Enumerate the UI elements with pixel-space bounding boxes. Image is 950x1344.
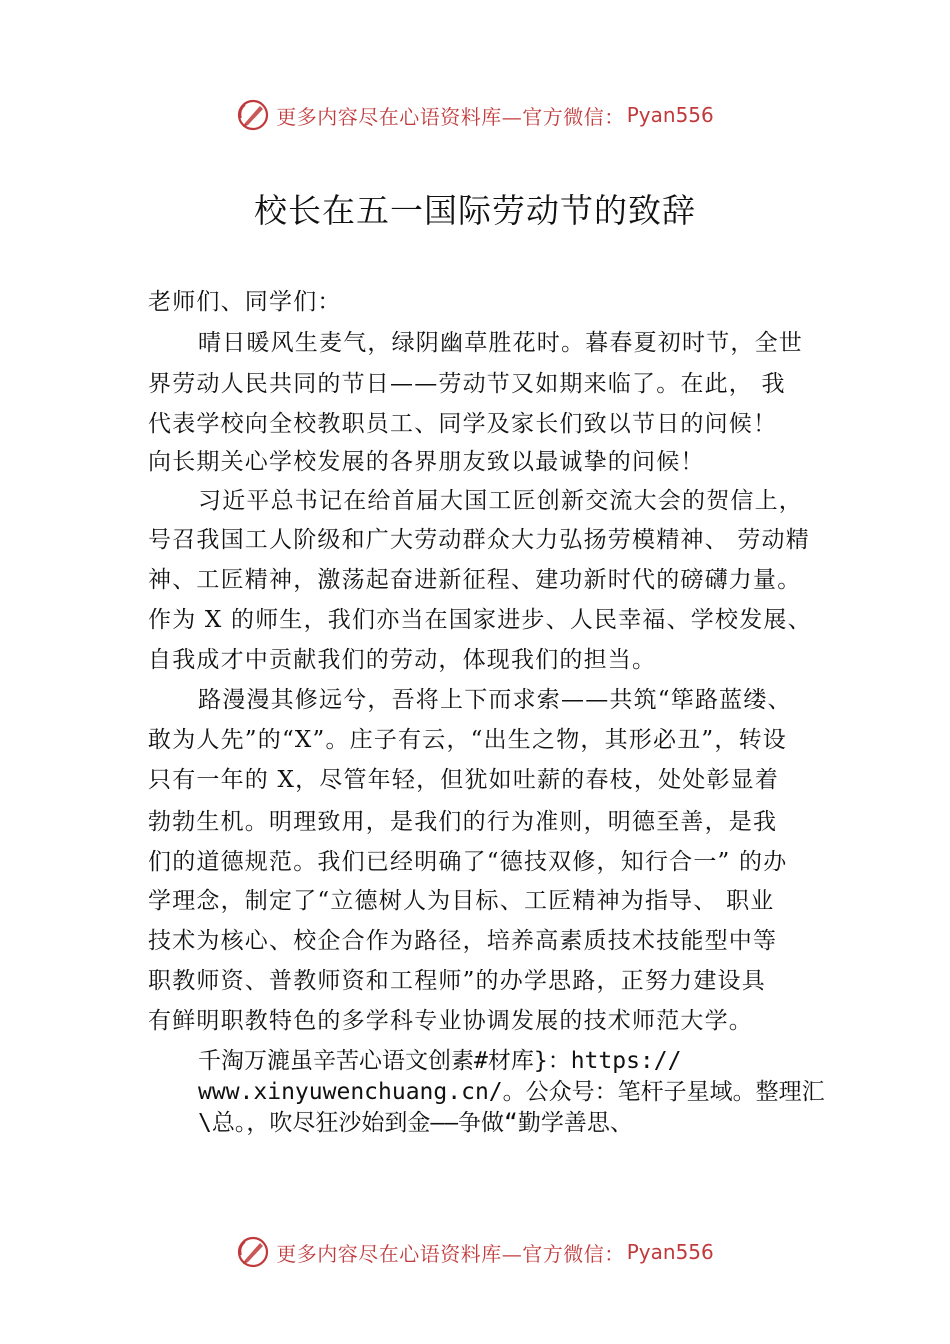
paragraph-line: 作为 X 的师生，我们亦当在国家进步、人民幸福、学校发展、 — [148, 607, 812, 633]
banner-text: 更多内容尽在心语资料库—官方微信： — [276, 104, 625, 129]
quill-pen-logo-icon — [236, 98, 270, 132]
paragraph-line: 代表学校向全校教职员工、同学及家长们致以节日的问候！ — [148, 411, 778, 437]
paragraph-line: 敢为人先”的“X”。庄子有云，“出生之物，其形必丑”，转设 — [148, 727, 787, 753]
banner-text: 更多内容尽在心语资料库—官方微信： — [276, 1241, 625, 1266]
paragraph-line: 神、工匠精神，激荡起奋进新征程、建功新时代的磅礴力量。 — [148, 567, 802, 593]
paragraph-line: 职教师资、普教师资和工程师”的办学思路，正努力建设具 — [148, 968, 766, 994]
paragraph-line: 学理念，制定了“立德树人为目标、工匠精神为指导、 职业 — [148, 888, 775, 914]
paragraph-line: 晴日暖风生麦气，绿阴幽草胜花时。暮春夏初时节，全世 — [198, 330, 803, 356]
paragraph-line: 技术为核心、校企合作为路径，培养高素质技术技能型中等 — [148, 928, 778, 954]
paragraph-line: 自我成才中贡献我们的劳动，体现我们的担当。 — [148, 647, 657, 673]
paragraph-line: 有鲜明职教特色的多学科专业协调发展的技术师范大学。 — [148, 1008, 753, 1034]
paragraph-line: 向长期关心学校发展的各界朋友致以最诚挚的问候！ — [148, 449, 705, 475]
salutation: 老师们、同学们： — [148, 289, 342, 315]
paragraph-line: 勃勃生机。明理致用，是我们的行为准则，明德至善，是我 — [148, 809, 778, 835]
paragraph-line: \总。，吹尽狂沙始到金——争做“勤学善思、 — [198, 1110, 633, 1136]
quill-pen-logo-icon — [236, 1235, 270, 1269]
paragraph-line: 只有一年的 X，尽管年轻，但犹如吐薪的春枝，处处彰显着 — [148, 767, 780, 793]
paragraph-line: 路漫漫其修远兮，吾将上下而求索——共筑“筚路蓝缕、 — [198, 687, 792, 713]
paragraph-line: 界劳动人民共同的节日——劳动节又如期来临了。在此， 我 — [148, 371, 786, 397]
document-title: 校长在五一国际劳动节的致辞 — [254, 191, 696, 230]
paragraph-line: 千淘万漉虽辛苦心语文创素#材库}：https:// — [198, 1048, 682, 1074]
banner-wechat-id: Pyan556 — [626, 1240, 714, 1264]
paragraph-line: 号召我国工人阶级和广大劳动群众大力弘扬劳模精神、 劳动精 — [148, 527, 810, 553]
paragraph-line: www.xinyuwenchuang.cn/。公众号：笔杆子星域。整理汇 — [198, 1079, 825, 1105]
banner-wechat-id: Pyan556 — [626, 103, 714, 127]
header-banner — [0, 95, 950, 135]
paragraph-line: 习近平总书记在给首届大国工匠创新交流大会的贺信上， — [198, 488, 803, 514]
footer-banner — [0, 1232, 950, 1272]
paragraph-line: 们的道德规范。我们已经明确了“德技双修，知行合一” 的办 — [148, 849, 788, 875]
